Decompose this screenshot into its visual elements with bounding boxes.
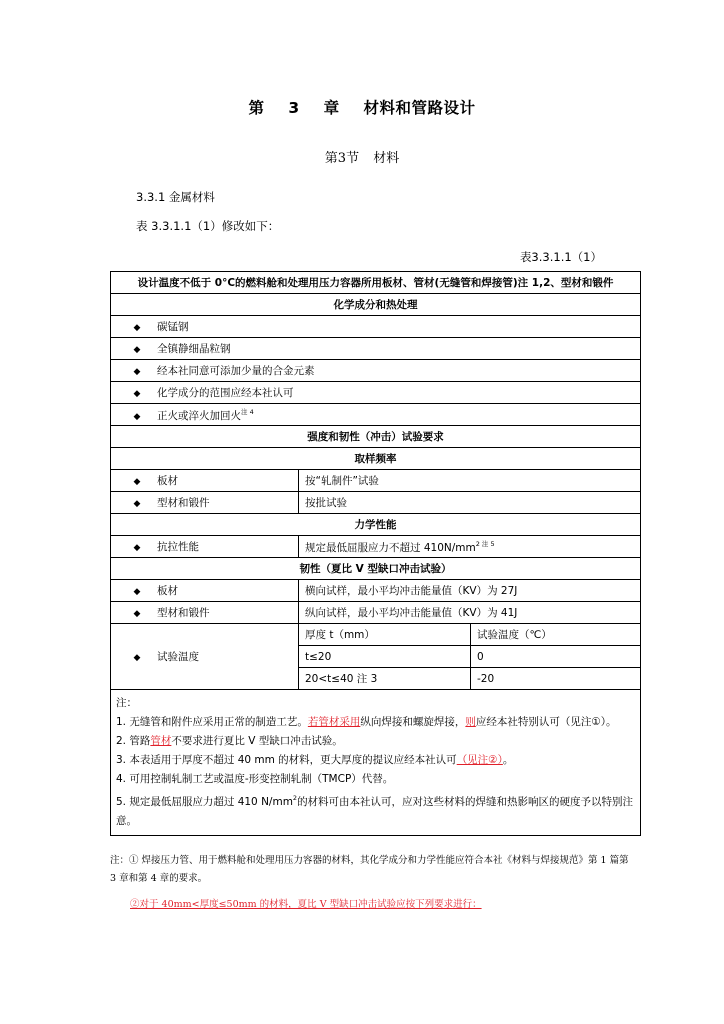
table-row: ◆ 型材和锻件 纵向试样，最小平均冲击能量值（KV）为 41J [111, 602, 641, 624]
thickness-header: 厚度 t（mm） [299, 624, 471, 646]
bullet-icon: ◆ [133, 587, 141, 597]
note-1: 1. 无缝管和附件应采用正常的制造工艺。若管材采用纵向焊接和螺旋焊接，则应经本社特别认可（见注①）。 [116, 716, 617, 728]
table-notes: 注： 1. 无缝管和附件应采用正常的制造工艺。若管材采用纵向焊接和螺旋焊接，则应经本社特别认可（见注①）。 2. 管路管材不要求进行夏比 V 型缺口冲击试验。 3. 本表适用于厚度不超过 40 mm 的材料，更大厚度的提议应经本社认可（见注②）。 4. 可用控制轧制工艺或温度-形变控制轧制（TMCP）代替。 5. 规定最低屈服应力超过 410 $N/mm^2$的材料可由本社认可，应对这些材料的焊缝和热影响区的硬度予以特别注意。 [111, 690, 641, 836]
table-row: ◆ 型材和锻件 按批试验 [111, 492, 641, 514]
note-2: 2. 管路管材不要求进行夏比 V 型缺口冲击试验。 [116, 735, 343, 747]
subsection-heading: 3.3.1 金属材料 [136, 190, 215, 204]
chapter-title: 第 3 章 材料和管路设计 [248, 99, 476, 117]
list-item: ◆ 全镇静细晶粒钢 [111, 338, 641, 360]
materials-table [110, 271, 641, 836]
note-5: 5. 规定最低屈服应力超过 410 $N/mm^2$的材料可由本社认可，应对这些材料的焊缝和热影响区的硬度予以特别注意。 [116, 794, 634, 827]
table-title: 设计温度不低于 0°C的燃料舱和处理用压力容器所用板材、管材(无缝管和焊接管)注 1,2、型材和锻件 [111, 272, 641, 294]
bullet-icon: ◆ [133, 609, 141, 619]
bullet-icon: ◆ [133, 499, 141, 509]
table-row: ◆ 试验温度 厚度 t（mm） 试验温度（℃） [111, 624, 641, 646]
sampling-header: 取样频率 [111, 448, 641, 470]
temp-header: 试验温度（℃） [471, 624, 641, 646]
mech-header: 力学性能 [111, 514, 641, 536]
list-item: ◆ 正火或淬火加回火$^{注 4}$ [111, 404, 641, 426]
bullet-icon: ◆ [133, 543, 141, 553]
bullet-icon: ◆ [133, 653, 141, 663]
table-row: ◆ 板材 横向试样，最小平均冲击能量值（KV）为 27J [111, 580, 641, 602]
table-row: 20<t≤40 注 3 -20 [111, 668, 641, 690]
note-3: 3. 本表适用于厚度不超过 40 mm 的材料，更大厚度的提议应经本社认可（见注②）。 [116, 754, 514, 766]
bullet-icon: ◆ [133, 345, 141, 355]
toughness-header: 韧性（夏比 V 型缺口冲击试验） [111, 558, 641, 580]
note-4: 4. 可用控制轧制工艺或温度-形变控制轧制（TMCP）代替。 [116, 773, 394, 785]
bullet-icon: ◆ [133, 323, 141, 333]
section-title: 第3节 材料 [324, 151, 400, 166]
table-number: 表3.3.1.1（1） [519, 250, 602, 264]
table-row: ◆ 板材 按“轧制件”试验 [111, 470, 641, 492]
list-item: ◆ 经本社同意可添加少量的合金元素 [111, 360, 641, 382]
bullet-icon: ◆ [133, 367, 141, 377]
table-row: t≤20 0 [111, 646, 641, 668]
list-item: ◆ 化学成分的范围应经本社认可 [111, 382, 641, 404]
strength-header: 强度和韧性（冲击）试验要求 [111, 426, 641, 448]
table-row: ◆ 抗拉性能 规定最低屈服应力不超过 $410N/mm^{2 注 5}$ [111, 536, 641, 558]
bullet-icon: ◆ [133, 411, 141, 422]
bullet-icon: ◆ [133, 389, 141, 399]
footnote-2: ②对于 40mm<厚度≤50mm 的材料，夏比 V 型缺口冲击试验应按下列要求进行： [130, 899, 482, 910]
chem-header: 化学成分和热处理 [111, 294, 641, 316]
intro-text: 表 3.3.1.1（1）修改如下： [136, 219, 280, 233]
footnote-1: 注：① 焊接压力管、用于燃料舱和处理用压力容器的材料，其化学成分和力学性能应符合本社《材料与焊接规范》第 1 篇第 3 章和第 4 章的要求。 [110, 855, 629, 884]
list-item: ◆ 碳锰钢 [111, 316, 641, 338]
bullet-icon: ◆ [133, 477, 141, 487]
